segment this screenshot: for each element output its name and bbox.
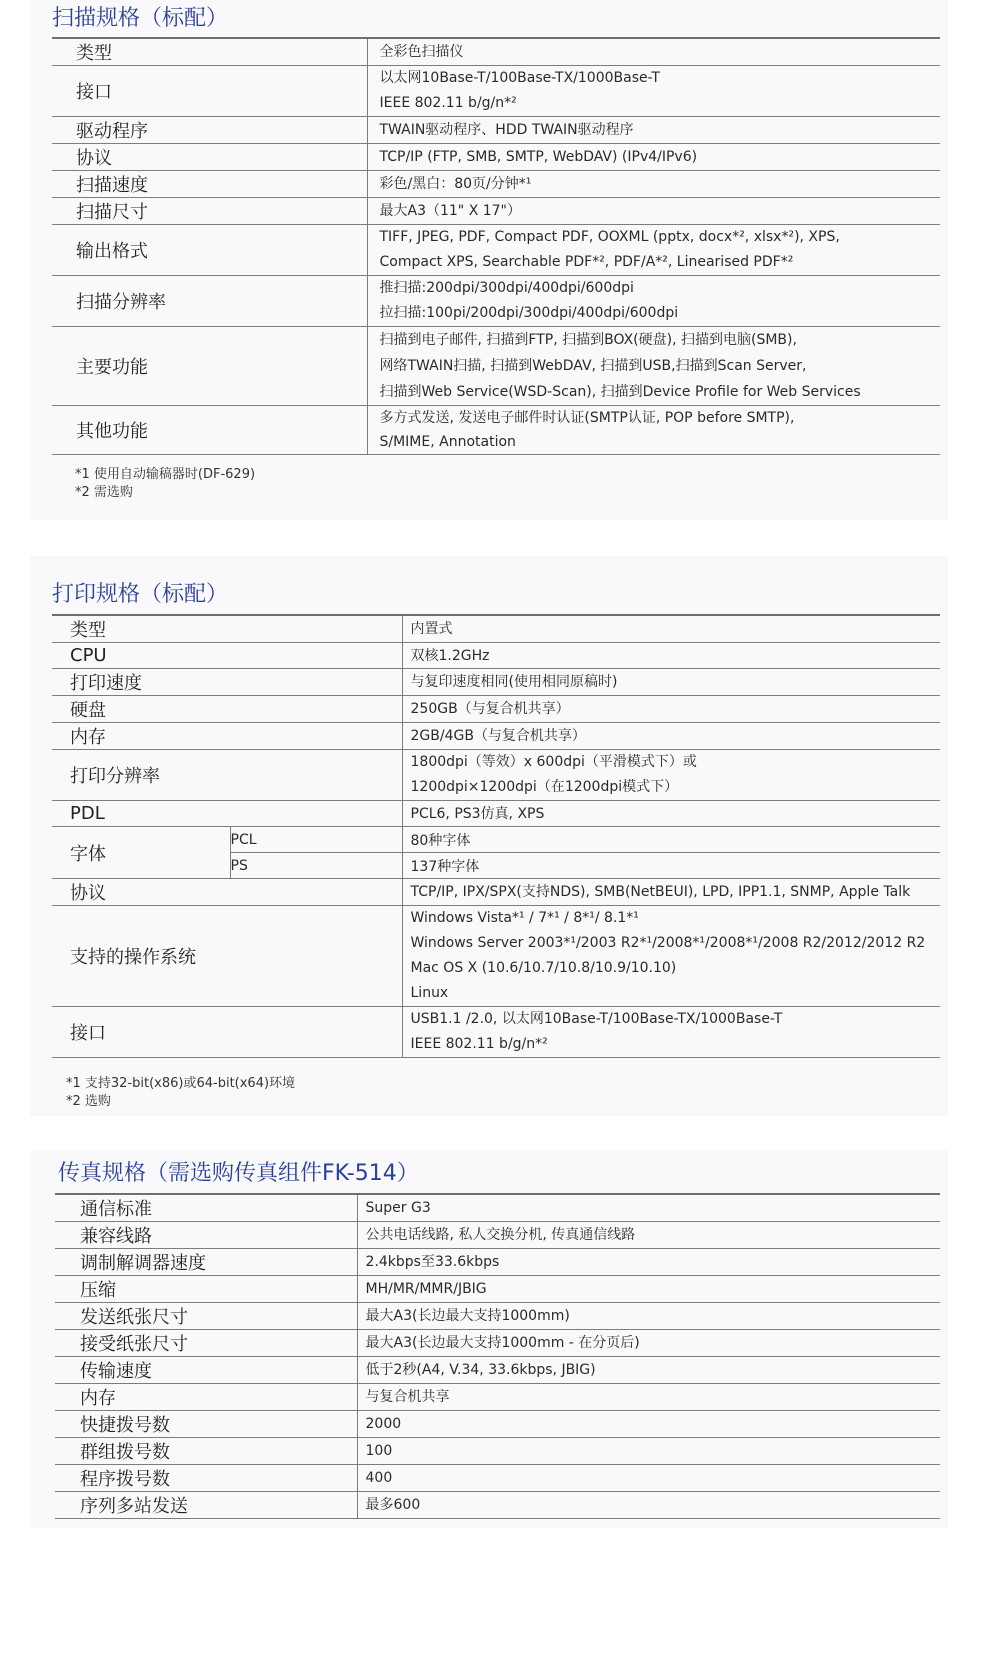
table-row xyxy=(52,225,940,276)
row-value xyxy=(402,723,940,750)
value-line: 与复合机共享 xyxy=(365,1389,450,1405)
row-value xyxy=(402,669,940,696)
footnote: *1 支持32-bit(x86)或64-bit(x64)环境 xyxy=(66,1076,296,1091)
table-row xyxy=(52,827,940,853)
scan-spec-table xyxy=(52,37,940,455)
row-value xyxy=(367,327,940,406)
scan-section-title: 扫描规格（标配） xyxy=(52,6,229,31)
table-row xyxy=(52,615,940,643)
row-label: 快捷拨号数 xyxy=(55,1411,357,1438)
table-row xyxy=(52,696,940,723)
value-line: 以太网10Base-T/100Base-TX/1000Base-T xyxy=(379,70,660,86)
row-value xyxy=(357,1249,940,1276)
row-label: 其他功能 xyxy=(52,406,367,455)
table-row xyxy=(52,801,940,827)
value-line: MH/MR/MMR/JBIG xyxy=(365,1281,487,1297)
table-row xyxy=(52,117,940,144)
row-label: 驱动程序 xyxy=(52,117,367,144)
table-row xyxy=(52,171,940,198)
value-line: 彩色/黑白：80页/分钟*¹ xyxy=(379,176,532,192)
value-line: Compact XPS, Searchable PDF*², PDF/A*², Linearised PDF*² xyxy=(379,254,794,270)
row-label: 扫描速度 xyxy=(52,171,367,198)
value-line: TCP/IP (FTP, SMB, SMTP, WebDAV) (IPv4/IPv6) xyxy=(379,149,698,165)
value-line: 公共电话线路, 私人交换分机, 传真通信线路 xyxy=(365,1227,636,1243)
row-label: 类型 xyxy=(52,615,402,643)
value-line: 扫描到电子邮件, 扫描到FTP, 扫描到BOX(硬盘), 扫描到电脑(SMB), xyxy=(379,332,797,348)
value-line: 双核1.2GHz xyxy=(410,647,490,664)
row-value xyxy=(402,696,940,723)
row-label: 接受纸张尺寸 xyxy=(55,1330,357,1357)
table-row xyxy=(55,1194,940,1222)
value-line: Windows Vista*¹ / 7*¹ / 8*¹/ 8.1*¹ xyxy=(410,910,639,926)
row-value xyxy=(357,1276,940,1303)
value-line: Mac OS X (10.6/10.7/10.8/10.9/10.10) xyxy=(410,960,677,976)
row-value xyxy=(367,38,940,66)
row-value xyxy=(402,750,940,801)
row-label: CPU xyxy=(52,643,402,669)
row-value xyxy=(367,171,940,198)
value-line: 1800dpi（等效）x 600dpi（平滑模式下）或 xyxy=(410,754,697,770)
row-value xyxy=(357,1303,940,1330)
value-line: 400 xyxy=(365,1470,393,1486)
print-spec-table xyxy=(52,614,940,1058)
row-label: 支持的操作系统 xyxy=(52,906,402,1007)
sub-label: PS xyxy=(230,853,402,879)
value-line: 扫描到Web Service(WSD-Scan), 扫描到Device Profile for Web Services xyxy=(379,384,861,400)
row-value xyxy=(357,1330,940,1357)
value-line: PCL6, PS3仿真, XPS xyxy=(410,805,545,822)
row-value: 137种字体 xyxy=(402,853,940,879)
value-line: 最大A3(长边最大支持1000mm - 在分页后) xyxy=(365,1335,640,1351)
row-value xyxy=(367,406,940,455)
value-line: 最大A3(长边最大支持1000mm) xyxy=(365,1308,570,1324)
footnote: *2 选购 xyxy=(66,1094,111,1109)
sub-label: PCL xyxy=(230,827,402,853)
value-line: Super G3 xyxy=(365,1200,431,1216)
table-row xyxy=(52,144,940,171)
row-label: 发送纸张尺寸 xyxy=(55,1303,357,1330)
table-row xyxy=(52,327,940,406)
value-line: IEEE 802.11 b/g/n*² xyxy=(410,1036,548,1052)
row-value xyxy=(357,1465,940,1492)
row-label: 调制解调器速度 xyxy=(55,1249,357,1276)
table-row xyxy=(55,1438,940,1465)
row-label: 打印速度 xyxy=(52,669,402,696)
row-value xyxy=(367,144,940,171)
table-row xyxy=(52,750,940,801)
table-row xyxy=(52,906,940,1007)
fax-spec-table xyxy=(55,1193,940,1519)
table-row xyxy=(55,1222,940,1249)
value-line: 2.4kbps至33.6kbps xyxy=(365,1254,500,1270)
value-line: TIFF, JPEG, PDF, Compact PDF, OOXML (pptx, docx*², xlsx*²), XPS, xyxy=(379,229,840,245)
row-label: PDL xyxy=(52,801,402,827)
table-row xyxy=(55,1276,940,1303)
row-label: 通信标准 xyxy=(55,1194,357,1222)
row-label: 输出格式 xyxy=(52,225,367,276)
row-label: 程序拨号数 xyxy=(55,1465,357,1492)
row-label: 传输速度 xyxy=(55,1357,357,1384)
value-line: 推扫描:200dpi/300dpi/400dpi/600dpi xyxy=(379,280,634,296)
value-line: TCP/IP, IPX/SPX(支持NDS), SMB(NetBEUI), LPD, IPP1.1, SNMP, Apple Talk xyxy=(410,884,911,900)
table-row xyxy=(55,1465,940,1492)
print-footnotes xyxy=(66,1075,295,1111)
print-section-title: 打印规格（标配） xyxy=(52,582,229,607)
fax-section-title: 传真规格（需选购传真组件FK-514） xyxy=(58,1161,419,1186)
table-row xyxy=(52,276,940,327)
table-row xyxy=(52,198,940,225)
value-line: 1200dpi×1200dpi（在1200dpi模式下） xyxy=(410,779,679,795)
value-line: Linux xyxy=(410,985,449,1001)
row-value xyxy=(402,801,940,827)
value-line: 2GB/4GB（与复合机共享） xyxy=(410,728,586,744)
row-label: 压缩 xyxy=(55,1276,357,1303)
table-row xyxy=(52,643,940,669)
row-label: 序列多站发送 xyxy=(55,1492,357,1519)
row-label: 内存 xyxy=(52,723,402,750)
table-row xyxy=(55,1411,940,1438)
table-row xyxy=(55,1492,940,1519)
row-label: 扫描尺寸 xyxy=(52,198,367,225)
table-row xyxy=(52,66,940,117)
row-label: 主要功能 xyxy=(52,327,367,406)
row-value xyxy=(357,1384,940,1411)
row-value xyxy=(367,198,940,225)
row-label: 硬盘 xyxy=(52,696,402,723)
row-label: 接口 xyxy=(52,1007,402,1058)
value-line: 250GB（与复合机共享） xyxy=(410,701,570,717)
table-row xyxy=(52,669,940,696)
value-line: 多方式发送, 发送电子邮件时认证(SMTP认证, POP before SMTP), xyxy=(379,410,795,426)
row-value: 80种字体 xyxy=(402,827,940,853)
table-row xyxy=(52,879,940,906)
footnote: *2 需选购 xyxy=(75,485,133,500)
row-label: 内存 xyxy=(55,1384,357,1411)
value-line: 拉扫描:100pi/200dpi/300dpi/400dpi/600dpi xyxy=(379,305,679,321)
row-value xyxy=(367,117,940,144)
row-value xyxy=(357,1194,940,1222)
row-value xyxy=(402,906,940,1007)
value-line: 内置式 xyxy=(410,621,453,637)
row-value xyxy=(357,1411,940,1438)
table-row xyxy=(52,723,940,750)
table-row xyxy=(55,1330,940,1357)
value-line: 2000 xyxy=(365,1416,402,1432)
scan-footnotes xyxy=(75,466,255,502)
row-label: 字体 xyxy=(52,827,230,879)
table-row xyxy=(55,1357,940,1384)
row-value xyxy=(402,879,940,906)
table-row xyxy=(55,1384,940,1411)
table-row xyxy=(52,38,940,66)
row-label: 群组拨号数 xyxy=(55,1438,357,1465)
table-row xyxy=(52,406,940,455)
value-line: 网络TWAIN扫描, 扫描到WebDAV, 扫描到USB,扫描到Scan Server, xyxy=(379,358,807,374)
table-row xyxy=(55,1303,940,1330)
value-line: 低于2秒(A4, V.34, 33.6kbps, JBIG) xyxy=(365,1362,596,1378)
footnote: *1 使用自动输稿器时(DF-629) xyxy=(75,467,256,482)
row-value xyxy=(357,1492,940,1519)
row-label: 兼容线路 xyxy=(55,1222,357,1249)
value-line: 最多600 xyxy=(365,1497,421,1513)
value-line: 与复印速度相同(使用相同原稿时) xyxy=(410,674,618,690)
row-value xyxy=(367,66,940,117)
value-line: TWAIN驱动程序、HDD TWAIN驱动程序 xyxy=(379,122,634,138)
row-label: 打印分辨率 xyxy=(52,750,402,801)
value-line: USB1.1 /2.0, 以太网10Base-T/100Base-TX/1000Base-T xyxy=(410,1011,783,1027)
value-line: 100 xyxy=(365,1443,393,1459)
value-line: Windows Server 2003*¹/2003 R2*¹/2008*¹/2008*¹/2008 R2/2012/2012 R2 xyxy=(410,935,926,951)
row-value xyxy=(357,1357,940,1384)
row-label: 类型 xyxy=(52,38,367,66)
row-value xyxy=(402,1007,940,1058)
row-label: 扫描分辨率 xyxy=(52,276,367,327)
row-value xyxy=(402,643,940,669)
row-value xyxy=(367,225,940,276)
value-line: 全彩色扫描仪 xyxy=(379,44,464,60)
value-line: IEEE 802.11 b/g/n*² xyxy=(379,95,517,111)
value-line: S/MIME, Annotation xyxy=(379,434,516,450)
row-value xyxy=(357,1438,940,1465)
row-value xyxy=(367,276,940,327)
row-label: 接口 xyxy=(52,66,367,117)
table-row xyxy=(52,1007,940,1058)
value-line: 最大A3（11" X 17"） xyxy=(379,203,521,219)
row-value xyxy=(402,615,940,643)
row-label: 协议 xyxy=(52,879,402,906)
row-value xyxy=(357,1222,940,1249)
row-label: 协议 xyxy=(52,144,367,171)
table-row xyxy=(55,1249,940,1276)
